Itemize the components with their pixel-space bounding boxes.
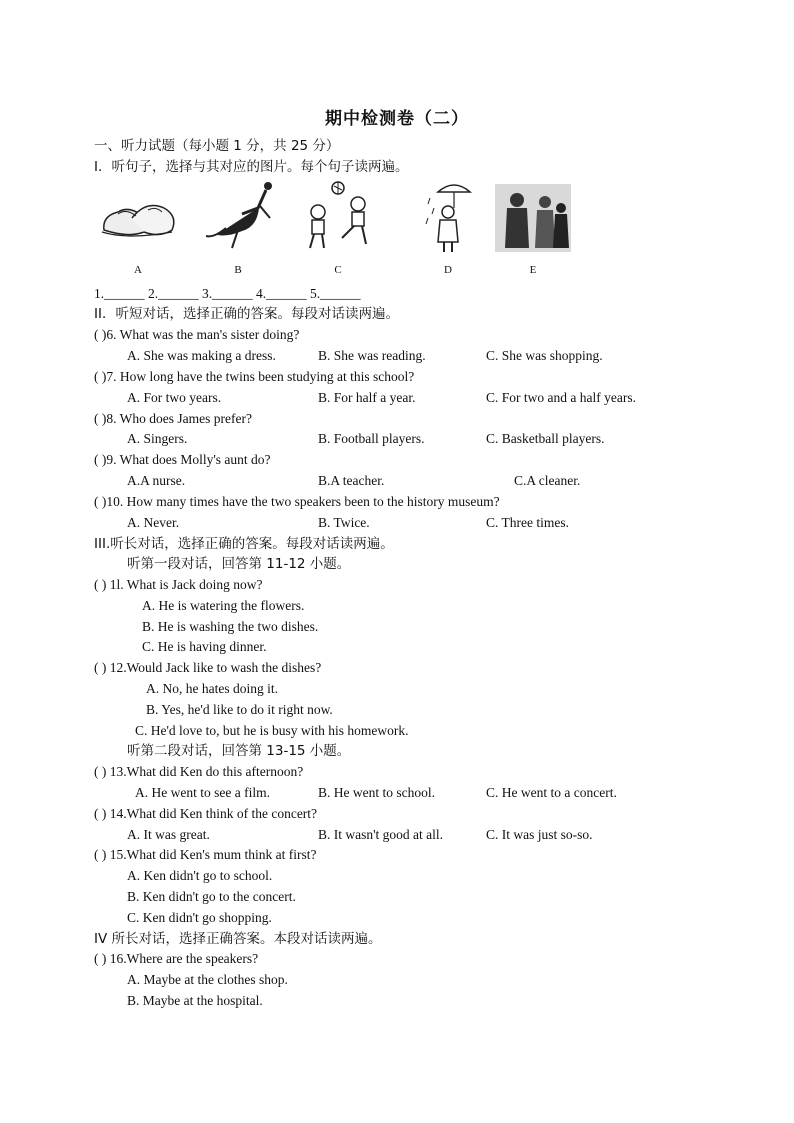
option: C. She was shopping. — [486, 348, 603, 363]
option: A. Maybe at the clothes shop. — [127, 972, 288, 987]
option: B. He went to school. — [318, 785, 435, 800]
question-11: ( ) 1l. What is Jack doing now? — [94, 577, 263, 592]
question-15: ( ) 15.What did Ken's mum think at first? — [94, 847, 317, 862]
people-photo-icon — [493, 178, 573, 258]
picture-row — [98, 178, 578, 278]
option: A. He is watering the flowers. — [142, 598, 305, 613]
option: A. Singers. — [127, 431, 188, 446]
option: A. Never. — [127, 515, 180, 530]
option: C. He is having dinner. — [142, 639, 267, 654]
part1-heading: I．听句子，选择与其对应的图片。每个句子读两遍。 — [94, 159, 409, 175]
picture-label: E — [529, 264, 537, 276]
option: C.A cleaner. — [514, 473, 581, 488]
option: A. For two years. — [127, 390, 222, 405]
part3-subheading-1: 听第一段对话，回答第 11-12 小题。 — [127, 556, 351, 572]
option: C. He went to a concert. — [486, 785, 617, 800]
answer-blanks: 1.______ 2.______ 3.______ 4.______ 5.______ — [94, 286, 361, 301]
question-6: ( )6. What was the man's sister doing? — [94, 327, 300, 342]
question-12: ( ) 12.Would Jack like to wash the dishes? — [94, 660, 322, 675]
option: A. No, he hates doing it. — [146, 681, 278, 696]
option: C. Three times. — [486, 515, 569, 530]
picture-label: A — [134, 264, 142, 276]
option: A.A nurse. — [127, 473, 186, 488]
question-10: ( )10. How many times have the two speakers been to the history museum? — [94, 494, 500, 509]
question-9: ( )9. What does Molly's aunt do? — [94, 452, 271, 467]
option: B.A teacher. — [318, 473, 385, 488]
question-16: ( ) 16.Where are the speakers? — [94, 951, 259, 966]
part2-heading: II．听短对话，选择正确的答案。每段对话读两遍。 — [94, 306, 399, 322]
part3-heading: III.听长对话，选择正确的答案。每段对话读两遍。 — [94, 536, 394, 552]
option: A. She was making a dress. — [127, 348, 276, 363]
question-7: ( )7. How long have the twins been studying at this school? — [94, 369, 415, 384]
option: A. Ken didn't go to school. — [127, 868, 273, 883]
option: B. Ken didn't go to the concert. — [127, 889, 296, 904]
option: C. For two and a half years. — [486, 390, 636, 405]
girl-umbrella-icon — [408, 178, 488, 258]
dancer-icon — [198, 178, 278, 258]
option: C. Ken didn't go shopping. — [127, 910, 272, 925]
picture-label: C — [334, 264, 342, 276]
question-14: ( ) 14.What did Ken think of the concert? — [94, 806, 318, 821]
option: B. Maybe at the hospital. — [127, 993, 263, 1008]
soccer-kids-icon — [298, 178, 378, 258]
option: C. It was just so-so. — [486, 827, 593, 842]
picture-label: D — [444, 264, 452, 276]
option: A. It was great. — [127, 827, 210, 842]
option: B. Twice. — [318, 515, 370, 530]
question-13: ( ) 13.What did Ken do this afternoon? — [94, 764, 304, 779]
option: B. Yes, he'd like to do it right now. — [146, 702, 333, 717]
option: C. He'd love to, but he is busy with his homework. — [135, 723, 409, 738]
option: B. He is washing the two dishes. — [142, 619, 319, 634]
option: A. He went to see a film. — [135, 785, 270, 800]
page-title: 期中检测卷（二） — [325, 109, 469, 129]
option: B. It wasn't good at all. — [318, 827, 444, 842]
section-listening-heading: 一、听力试题（每小题 1 分，共 25 分） — [94, 138, 340, 154]
question-8: ( )8. Who does James prefer? — [94, 411, 252, 426]
shoes-icon — [98, 178, 178, 258]
part3-subheading-2: 听第二段对话，回答第 13-15 小题。 — [127, 743, 351, 759]
option: C. Basketball players. — [486, 431, 605, 446]
picture-label: B — [234, 264, 242, 276]
option: B. She was reading. — [318, 348, 426, 363]
option: B. For half a year. — [318, 390, 416, 405]
option: B. Football players. — [318, 431, 425, 446]
part4-heading: IV 所长对话，选择正确答案。本段对话读两遍。 — [94, 931, 382, 947]
